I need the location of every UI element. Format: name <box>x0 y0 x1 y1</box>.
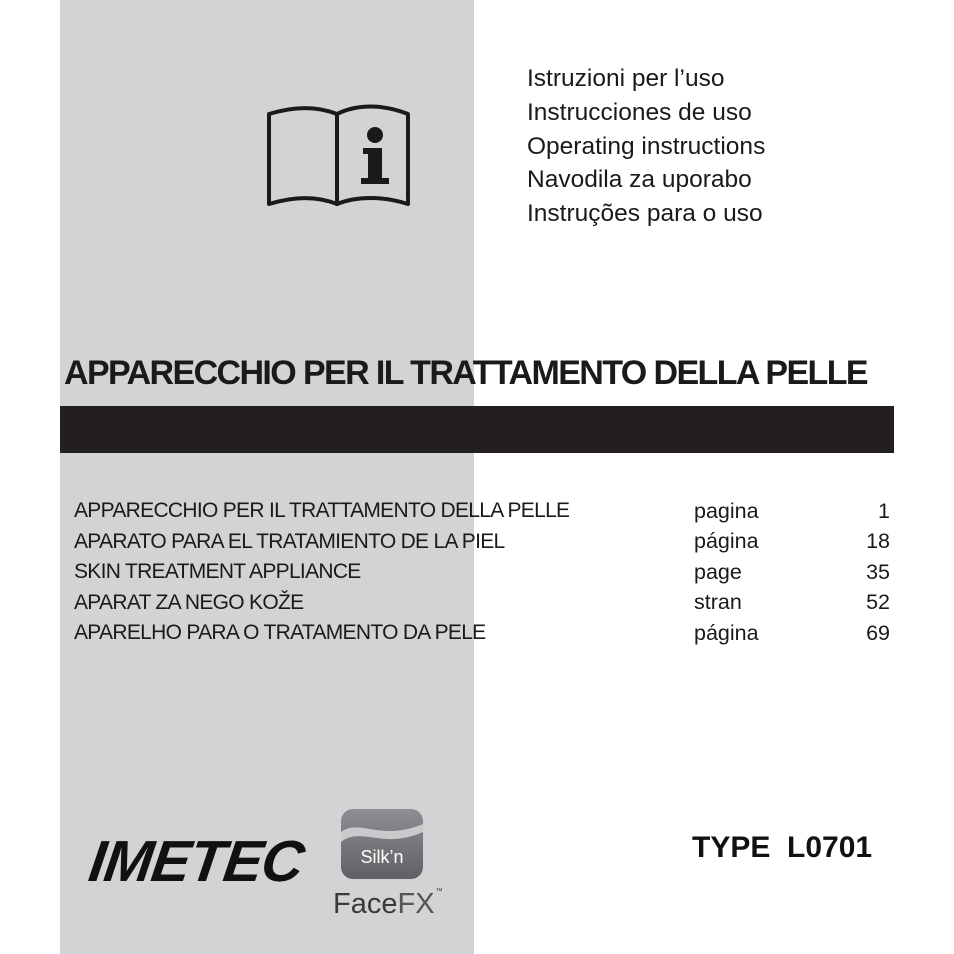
silkn-wave-icon <box>340 808 424 880</box>
language-item: Navodila za uporabo <box>527 166 752 194</box>
toc-page-word: página <box>694 529 759 554</box>
toc-section-title: SKIN TREATMENT APPLIANCE <box>74 560 361 584</box>
main-title: APPARECCHIO PER IL TRATTAMENTO DELLA PELLE <box>64 354 867 392</box>
language-item: Instrucciones de uso <box>527 98 752 126</box>
toc-row <box>74 496 892 527</box>
toc-page-word: página <box>694 620 759 645</box>
toc-row <box>74 557 892 588</box>
language-item: Operating instructions <box>527 132 766 160</box>
toc-page-number: 1 <box>878 498 890 523</box>
toc-page-word: page <box>694 559 742 584</box>
language-item: Istruzioni per l’uso <box>527 65 725 92</box>
table-of-contents <box>74 496 892 649</box>
toc-section-title: APPARECCHIO PER IL TRATTAMENTO DELLA PELLE <box>74 499 570 523</box>
model-type-label: TYPE L0701 <box>692 831 873 864</box>
title-bar-divider <box>60 406 894 453</box>
toc-page-word: stran <box>694 590 742 615</box>
silkn-logo-text: Silk’n <box>360 847 404 867</box>
toc-row <box>74 527 892 558</box>
language-item: Instruções para o uso <box>527 200 763 228</box>
toc-page-number: 69 <box>866 620 890 645</box>
toc-page-number: 18 <box>866 529 890 554</box>
facefx-face: Face <box>333 888 398 920</box>
trademark-symbol: ™ <box>435 888 443 895</box>
imetec-logo: IMETEC <box>85 829 308 894</box>
toc-page-word: pagina <box>694 498 759 523</box>
info-book-icon <box>265 100 415 210</box>
toc-page-number: 52 <box>866 590 890 615</box>
toc-section-title: APARELHO PARA O TRATAMENTO DA PELE <box>74 621 486 645</box>
toc-row <box>74 588 892 619</box>
facefx-product-name <box>333 888 443 921</box>
toc-section-title: APARATO PARA EL TRATAMIENTO DE LA PIEL <box>74 529 505 553</box>
toc-row <box>74 618 892 649</box>
toc-section-title: APARAT ZA NEGO KOŽE <box>74 590 304 614</box>
language-list <box>527 62 765 231</box>
facefx-fx: FX <box>397 888 435 920</box>
toc-page-number: 35 <box>866 559 890 584</box>
